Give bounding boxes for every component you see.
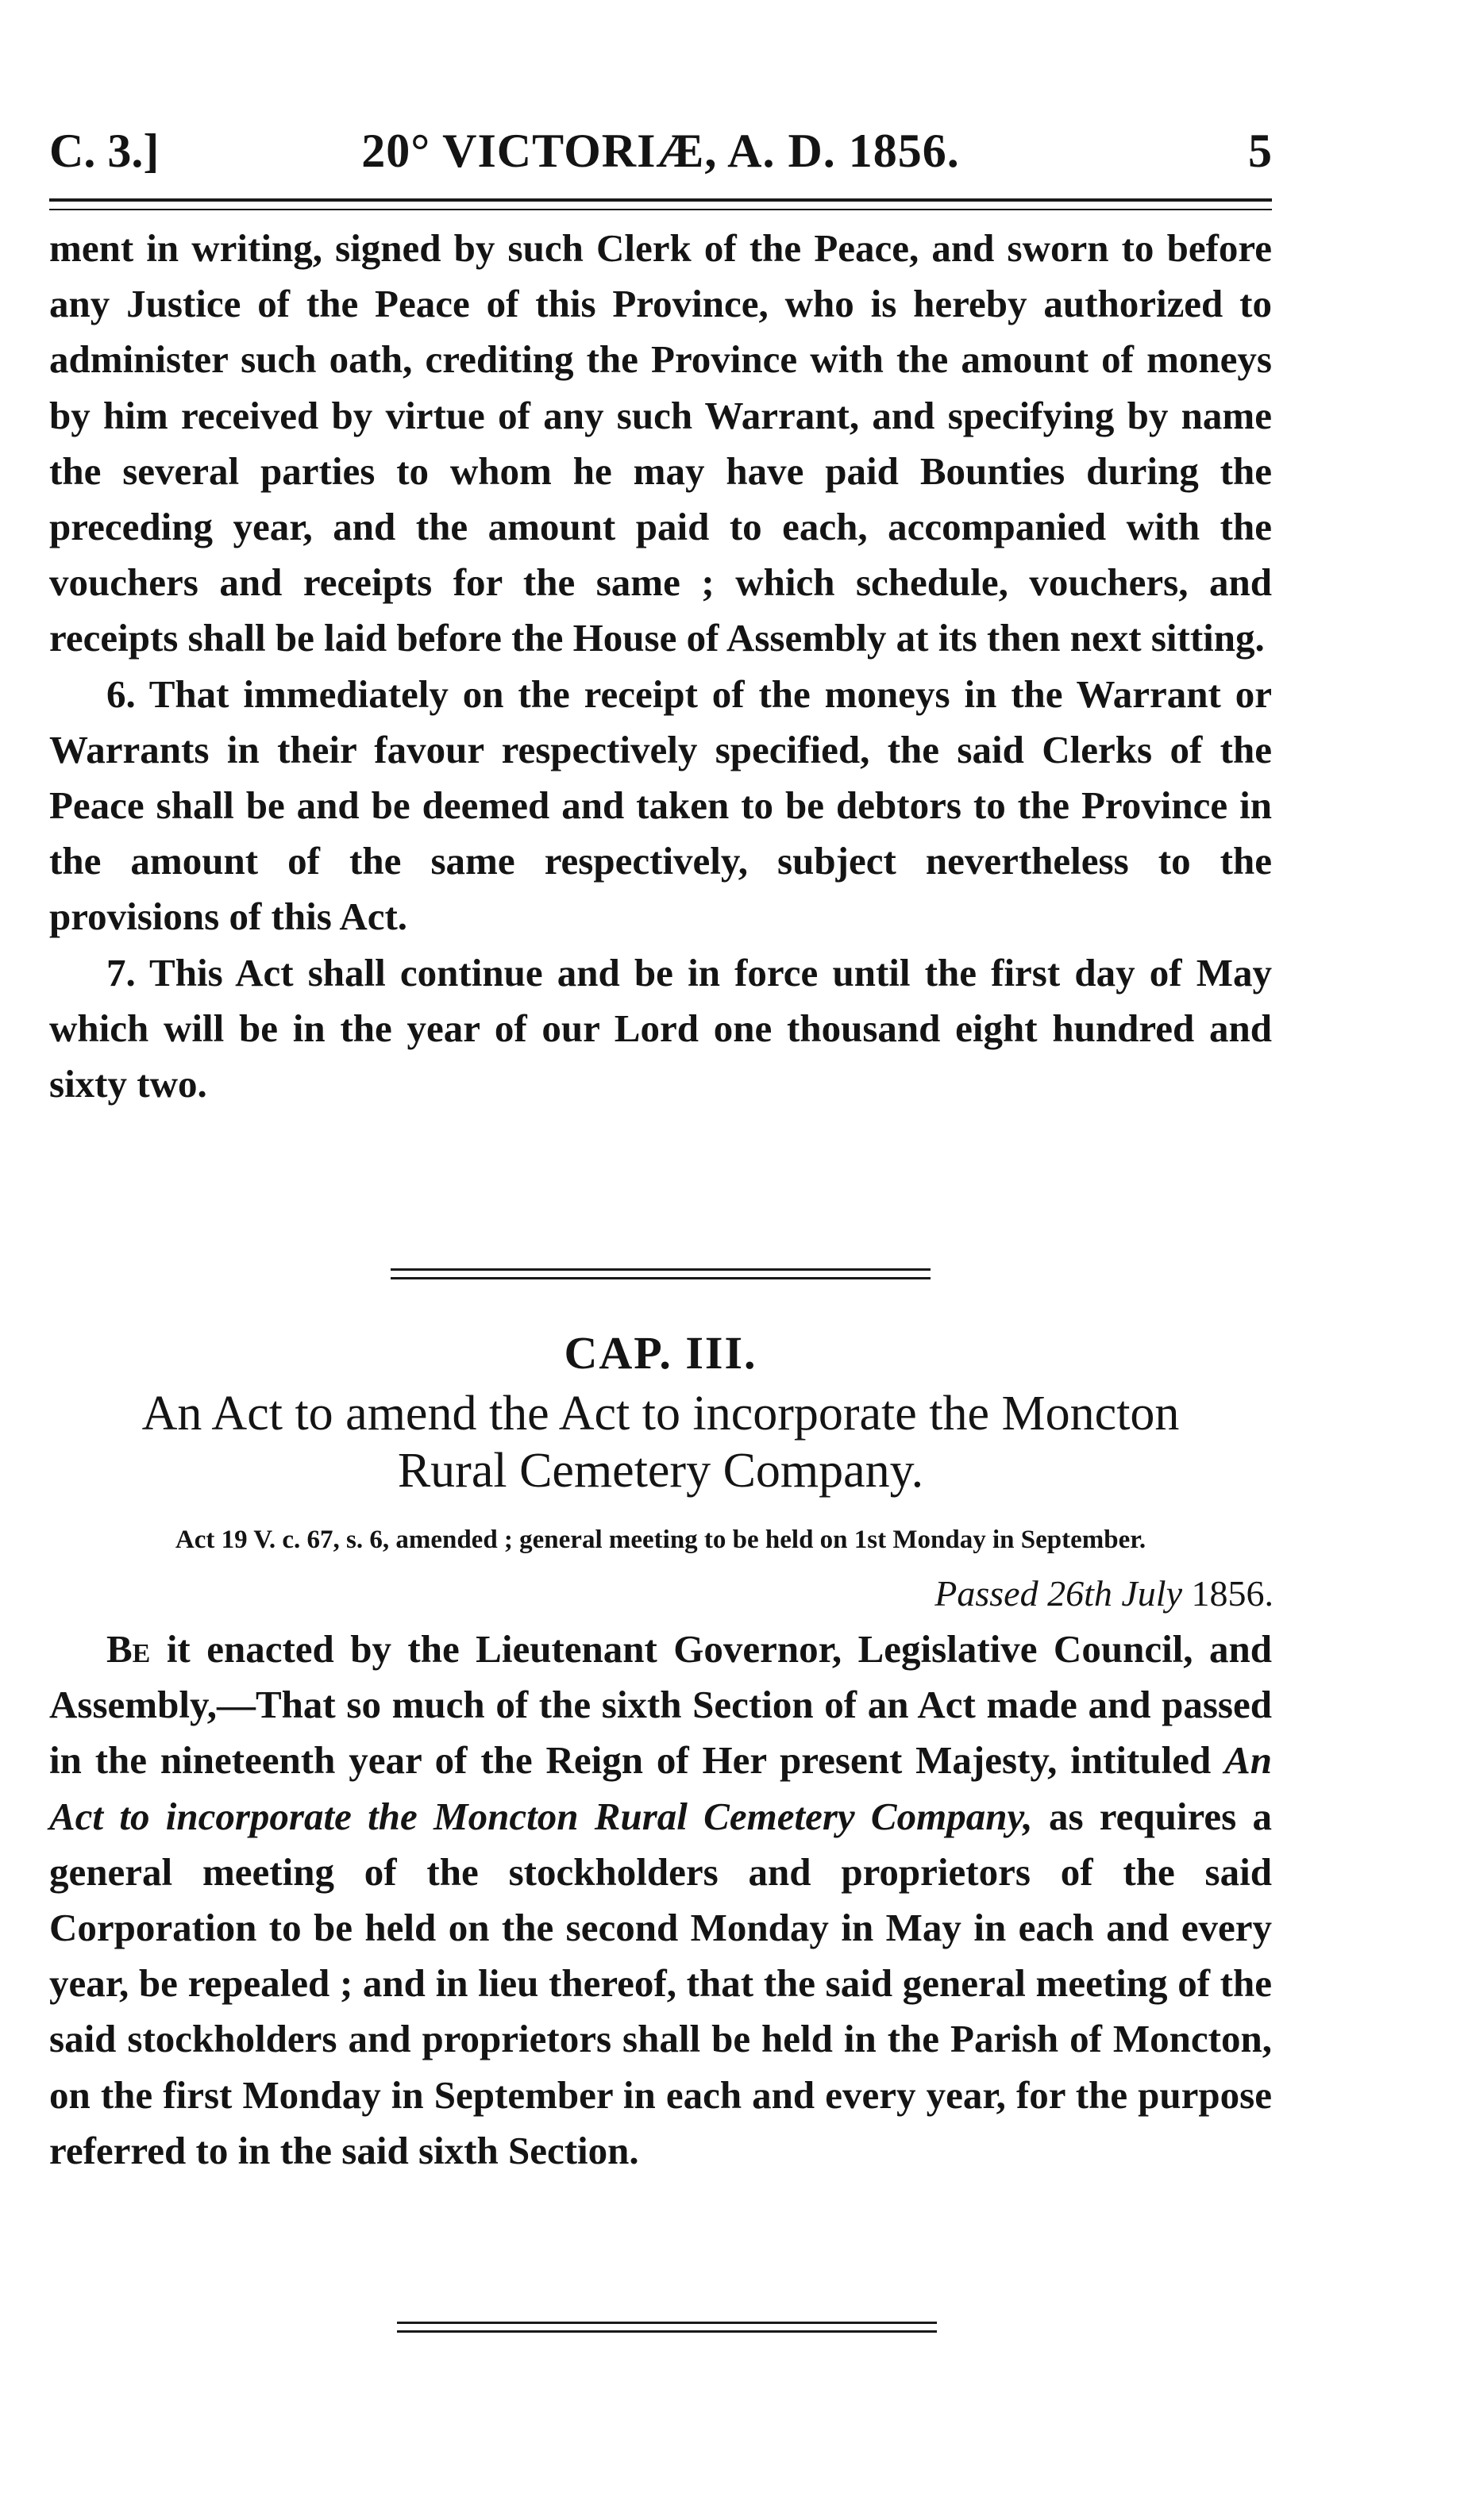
- header-rule-thick: [49, 198, 1272, 202]
- enacting-clause: [49, 1622, 1272, 2179]
- act-title-line-2: Rural Cemetery Company.: [397, 1444, 924, 1498]
- passed-year: 1856.: [1191, 1573, 1274, 1614]
- chapter-reference: C. 3.]: [49, 125, 160, 177]
- header-rule-thin: [49, 209, 1272, 210]
- chapter-heading: CAP. III.: [564, 1327, 757, 1379]
- previous-act-sections: [49, 221, 1272, 1112]
- end-rule-top: [397, 2322, 937, 2324]
- running-head: [49, 119, 1272, 183]
- act-title-line-1: An Act to amend the Act to incorporate the Moncton: [141, 1387, 1180, 1441]
- passed-label: Passed 26th July: [934, 1573, 1182, 1614]
- passed-date: [934, 1570, 1274, 1618]
- separator-rule-bottom: [391, 1277, 931, 1279]
- section-7: 7. This Act shall continue and be in force until the first day of May which will be in the year of our Lord one thousand eight hundred and sixty two.: [49, 950, 1272, 1106]
- enacting-text-before-title: it enacted by the Lieutenant Governor, Legislative Council, and Assembly,—That so much of the sixth Section of an Act made and passed in the nineteenth year of the Reign of Her present Majesty, intituled: [49, 1627, 1272, 1783]
- marginal-note: Act 19 V. c. 67, s. 6, amended ; general meeting to be held on 1st Monday in September.: [175, 1525, 1146, 1554]
- section-6: 6. That immediately on the receipt of the moneys in the Warrant or Warrants in their favour respectively specified, the said Clerks of the Peace shall be and be deemed and taken to be debtors to the Province in the amount of the same respectively, subject nevertheless to the provisions of this Act.: [49, 671, 1272, 939]
- end-rule-bottom: [397, 2330, 937, 2333]
- enacting-paragraph: [49, 1622, 1272, 2179]
- section-continuation: ment in writing, signed by such Clerk of the Peace, and sworn to before any Justice of the Peace of this Province, who is hereby authorized to administer such oath, crediting the Province with the amount of moneys by him received by virtue of any such Warrant, and specifying by name the several parties to whom he may have paid Bounties during the preceding year, and the amount paid to each, accompanied with the vouchers and receipts for the same ; which schedule, vouchers, and receipts shall be laid before the House of Assembly at its then next sitting.: [49, 226, 1272, 660]
- opening-word: Be: [106, 1627, 151, 1671]
- regnal-year-title: 20° VICTORIÆ, A. D. 1856.: [361, 125, 960, 177]
- cited-act-title: An Act to incorporate the Moncton Rural Cemetery Company,: [49, 1738, 1272, 1838]
- enacting-text-after-title: as requires a general meeting of the stockholders and proprietors of the said Corporation to be held on the second Monday in May in each and every year, be repealed ; and in lieu thereof, that the said general meeting of the said stockholders and proprietors shall be held in the Parish of Moncton, on the first Monday in September in each and every year, for the purpose referred to in the said sixth Section.: [49, 1794, 1272, 2172]
- act-title: [49, 1385, 1272, 1499]
- separator-rule-top: [391, 1268, 931, 1271]
- page-number: 5: [1248, 125, 1272, 177]
